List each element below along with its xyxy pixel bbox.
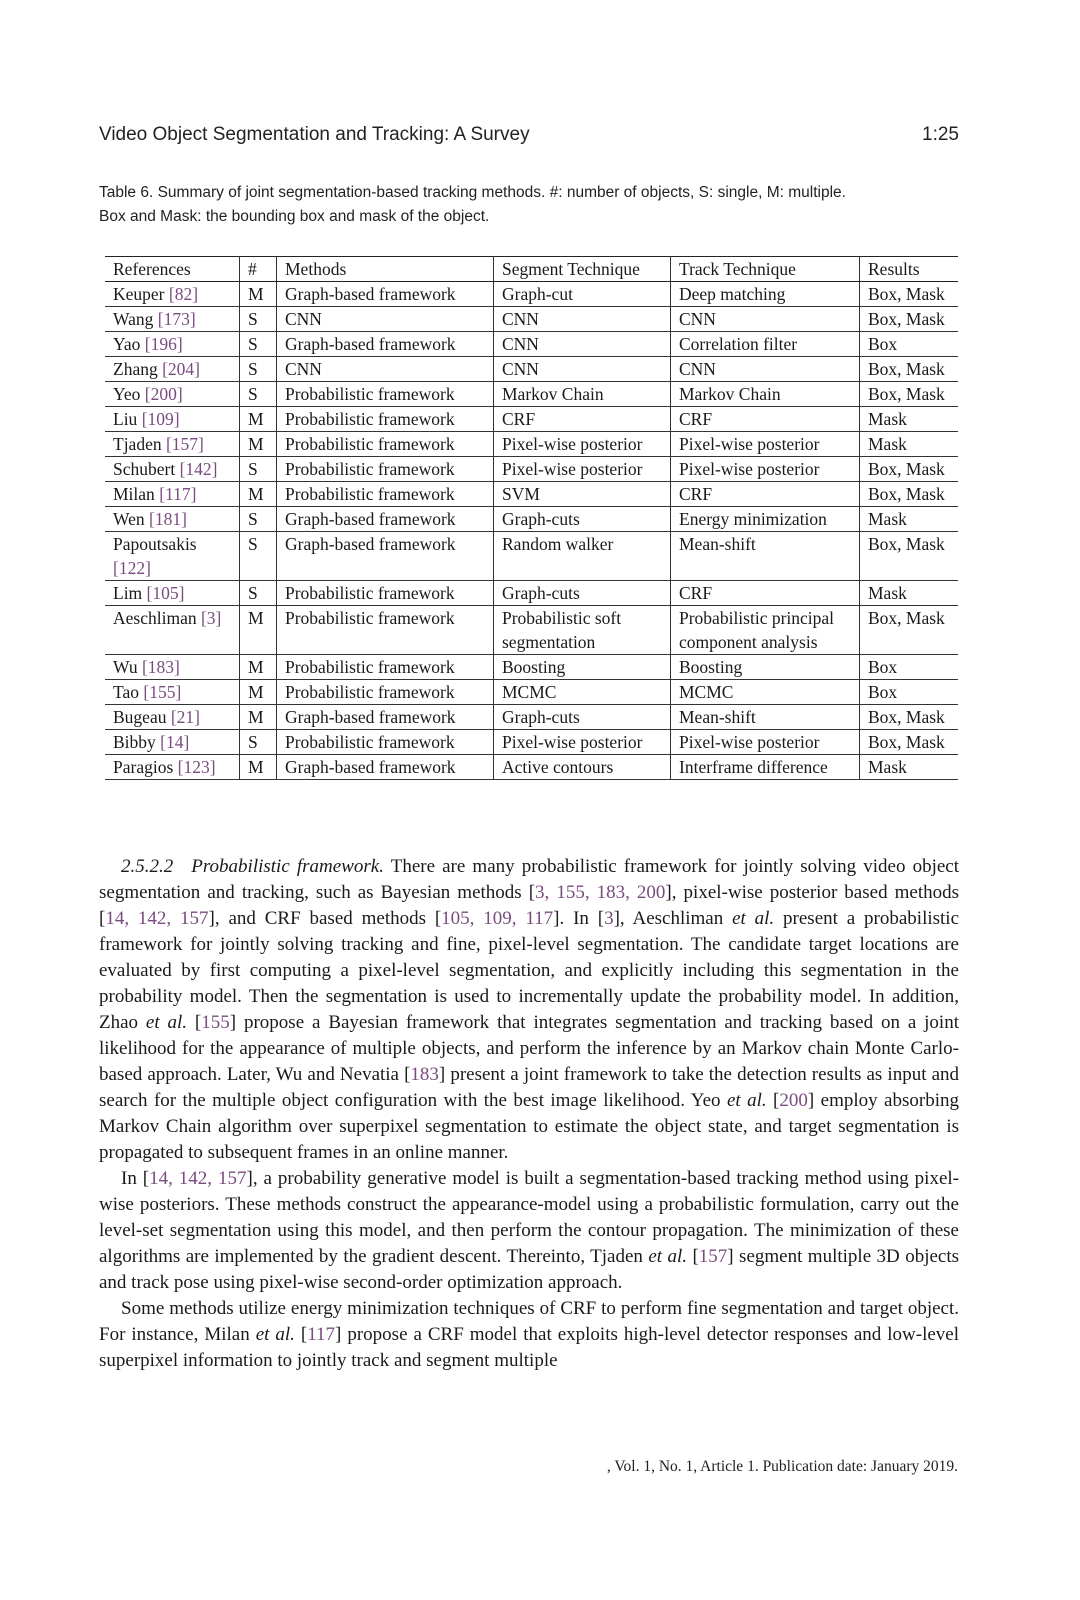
cell-reference — [105, 532, 240, 581]
table-row — [105, 307, 958, 332]
text: ] propose a CRF model that exploits high-level detector responses and low-level superpixel information to jointly track and segment multiple — [99, 1324, 960, 1371]
cell-results: Box — [860, 655, 959, 680]
cell-method: CNN — [277, 307, 494, 332]
table-row — [105, 382, 958, 407]
cell-reference — [105, 357, 240, 382]
cell-method: Graph-based framework — [277, 755, 494, 780]
table-header-row — [105, 257, 958, 282]
citation-link[interactable]: 155 — [201, 1012, 230, 1033]
page-number: 1:25 — [922, 124, 959, 145]
table-row — [105, 357, 958, 382]
cell-method: CNN — [277, 357, 494, 382]
citation-link[interactable]: 183 — [410, 1064, 439, 1085]
author-name: Keuper — [113, 284, 165, 304]
cell-results: Mask — [860, 432, 959, 457]
cell-reference — [105, 382, 240, 407]
author-name: Tao — [113, 682, 139, 702]
cell-track-technique: MCMC — [671, 680, 860, 705]
citation-link[interactable]: [21] — [170, 707, 200, 727]
cell-track-technique: CRF — [671, 482, 860, 507]
author-name: Bugeau — [113, 707, 167, 727]
table-row — [105, 755, 958, 780]
table-row — [105, 606, 958, 655]
citation-link[interactable]: [196] — [144, 334, 183, 354]
cell-track-technique: CRF — [671, 407, 860, 432]
cell-results: Mask — [860, 755, 959, 780]
cell-reference — [105, 507, 240, 532]
citation-link[interactable]: [173] — [157, 309, 196, 329]
cell-track-technique: Deep matching — [671, 282, 860, 307]
cell-num-objects: S — [240, 332, 277, 357]
citation-link[interactable]: [14] — [160, 732, 190, 752]
cell-track-technique: CNN — [671, 357, 860, 382]
citation-link[interactable]: [82] — [168, 284, 199, 304]
cell-method: Probabilistic framework — [277, 680, 494, 705]
author-name: Yao — [113, 334, 141, 354]
cell-reference — [105, 432, 240, 457]
text: ] propose a Bayesian framework that integrates segmentation and tracking based on a joint likelihood for the appearance of multiple objects, and perform the inference by an Markov chain Monte Carlo-based approach. Later, Wu and Nevatia [ — [99, 1012, 959, 1085]
cell-method: Graph-based framework — [277, 332, 494, 357]
citation-link[interactable]: [157] — [165, 434, 204, 454]
cell-num-objects: S — [240, 532, 277, 581]
col-header-results: Results — [860, 257, 959, 282]
text: Some methods utilize energy minimization techniques of CRF to perform fine segmentation and target object. For instance, Milan — [99, 1298, 959, 1345]
cell-num-objects: S — [240, 581, 277, 606]
author-name: Aeschliman — [113, 608, 197, 628]
col-header-track: Track Technique — [671, 257, 860, 282]
text: ] present a joint framework to take the detection results as input and search for the multiple object configuration with the best image likelihood. Yeo — [99, 1064, 960, 1111]
text: [ — [687, 1246, 699, 1267]
text: [ — [187, 1012, 202, 1033]
cell-num-objects: S — [240, 357, 277, 382]
cell-track-technique: Boosting — [671, 655, 860, 680]
cell-reference — [105, 755, 240, 780]
et-al: et al. — [726, 1090, 767, 1111]
table-row — [105, 705, 958, 730]
section-title: Probabilistic framework. — [191, 856, 384, 877]
cell-results: Box, Mask — [860, 282, 959, 307]
paragraph-3 — [99, 1296, 959, 1374]
cell-results: Mask — [860, 407, 959, 432]
cell-reference — [105, 407, 240, 432]
cell-results: Box, Mask — [860, 532, 959, 581]
et-al: et al. — [648, 1246, 688, 1267]
cell-method: Probabilistic framework — [277, 432, 494, 457]
citation-link[interactable]: 117 — [307, 1324, 336, 1345]
citation-link[interactable]: [183] — [141, 657, 180, 677]
col-header-methods: Methods — [277, 257, 494, 282]
cell-method: Graph-based framework — [277, 507, 494, 532]
col-header-num: # — [240, 257, 277, 282]
cell-num-objects: M — [240, 282, 277, 307]
author-name: Lim — [113, 583, 143, 603]
cell-segment-technique: Probabilistic soft segmentation — [494, 606, 671, 655]
cell-method: Probabilistic framework — [277, 407, 494, 432]
cell-num-objects: S — [240, 382, 277, 407]
table-row — [105, 482, 958, 507]
cell-segment-technique: Boosting — [494, 655, 671, 680]
cell-segment-technique: CNN — [494, 332, 671, 357]
citation-link[interactable]: 157 — [698, 1246, 728, 1267]
paragraph-1 — [99, 854, 959, 1166]
table-row — [105, 507, 958, 532]
cell-track-technique: Pixel-wise posterior — [671, 432, 860, 457]
cell-segment-technique: Markov Chain — [494, 382, 671, 407]
cell-track-technique: Mean-shift — [671, 532, 860, 581]
text: ], Aeschliman — [613, 908, 733, 929]
cell-track-technique: Pixel-wise posterior — [671, 457, 860, 482]
citation-link[interactable]: [123] — [177, 757, 216, 777]
cell-results: Box, Mask — [860, 357, 959, 382]
cell-results: Mask — [860, 581, 959, 606]
cell-num-objects: M — [240, 655, 277, 680]
table-caption — [99, 181, 961, 229]
table-row — [105, 457, 958, 482]
cell-track-technique: Pixel-wise posterior — [671, 730, 860, 755]
cell-segment-technique: Graph-cuts — [494, 581, 671, 606]
text: There are many probabilistic framework for jointly solving video object segmentation and tracking, such as Bayesian methods [ — [99, 856, 960, 903]
table-row — [105, 532, 958, 581]
citation-link[interactable]: [181] — [149, 509, 187, 529]
text: present a probabilistic framework for jointly solving tracking and fine, pixel-level segmentation. The candidate target locations are evaluated by first computing a pixel-level segmentation, and explicitly including this segmentation in the probability model. Then the segmentation is used to incrementally update the probability model. In addition, Zhao — [99, 908, 960, 1033]
cell-results: Box, Mask — [860, 457, 959, 482]
running-header — [99, 124, 959, 146]
cell-track-technique: Correlation filter — [671, 332, 860, 357]
text: [ — [294, 1324, 308, 1345]
cell-method: Graph-based framework — [277, 282, 494, 307]
cell-track-technique: Mean-shift — [671, 705, 860, 730]
citation-link[interactable]: 14, 142, 157 — [149, 1168, 247, 1189]
paragraph-2 — [99, 1166, 959, 1296]
cell-method: Graph-based framework — [277, 705, 494, 730]
cell-results: Box, Mask — [860, 307, 959, 332]
cell-results: Box, Mask — [860, 730, 959, 755]
cell-reference — [105, 457, 240, 482]
cell-num-objects: M — [240, 432, 277, 457]
cell-num-objects: M — [240, 680, 277, 705]
table-row — [105, 432, 958, 457]
table-row — [105, 407, 958, 432]
body-text — [99, 854, 959, 1374]
cell-results: Box, Mask — [860, 606, 959, 655]
cell-num-objects: M — [240, 705, 277, 730]
author-name: Zhang — [113, 359, 158, 379]
table-row — [105, 282, 958, 307]
cell-segment-technique: Pixel-wise posterior — [494, 457, 671, 482]
cell-segment-technique: SVM — [494, 482, 671, 507]
author-name: Milan — [113, 484, 155, 504]
cell-method: Probabilistic framework — [277, 730, 494, 755]
citation-link[interactable]: 105, 109, 117 — [441, 908, 554, 929]
table-row — [105, 730, 958, 755]
cell-segment-technique: CNN — [494, 357, 671, 382]
cell-num-objects: S — [240, 457, 277, 482]
cell-method: Probabilistic framework — [277, 457, 494, 482]
table-row — [105, 581, 958, 606]
cell-reference — [105, 680, 240, 705]
col-header-segment: Segment Technique — [494, 257, 671, 282]
cell-num-objects: M — [240, 482, 277, 507]
cell-reference — [105, 581, 240, 606]
author-name: Tjaden — [113, 434, 162, 454]
cell-segment-technique: Graph-cut — [494, 282, 671, 307]
cell-track-technique: Energy minimization — [671, 507, 860, 532]
cell-method: Probabilistic framework — [277, 581, 494, 606]
author-name: Wu — [113, 657, 138, 677]
citation-link[interactable]: 200 — [779, 1090, 808, 1111]
cell-track-technique: CRF — [671, 581, 860, 606]
author-name: Paragios — [113, 757, 174, 777]
author-name: Papoutsakis — [113, 534, 197, 554]
citation-link[interactable]: 3 — [604, 908, 614, 929]
cell-segment-technique: Graph-cuts — [494, 705, 671, 730]
citation-link[interactable]: [200] — [144, 384, 183, 404]
cell-reference — [105, 730, 240, 755]
cell-results: Box — [860, 332, 959, 357]
citation-link[interactable]: [155] — [143, 682, 182, 702]
author-name: Yeo — [113, 384, 141, 404]
citation-link[interactable]: [117] — [159, 484, 197, 504]
cell-reference — [105, 705, 240, 730]
text: ], a probability generative model is built a segmentation-based tracking method using pixel-wise posteriors. These methods construct the appearance-model using a probabilistic formulation, carry out the level-set segmentation using this model, and then perform the contour propagation. The minimization of these algorithms are implemented by the gradient descent. Thereinto, Tjaden — [99, 1168, 959, 1267]
citation-link[interactable]: [142] — [179, 459, 218, 479]
text: ]. In [ — [553, 908, 605, 929]
cell-results: Mask — [860, 507, 959, 532]
author-name: Bibby — [113, 732, 156, 752]
cell-method: Probabilistic framework — [277, 655, 494, 680]
summary-table — [105, 256, 958, 780]
table-row — [105, 332, 958, 357]
text: ] employ absorbing Markov Chain algorithm over superpixel segmentation to estimate the object state, and target segmentation is propagated to subsequent frames in an online manner. — [99, 1090, 959, 1163]
publication-footer: , Vol. 1, No. 1, Article 1. Publication date: January 2019. — [606, 1458, 958, 1475]
cell-segment-technique: Graph-cuts — [494, 507, 671, 532]
text: In [ — [121, 1168, 150, 1189]
caption-line-2: Box and Mask: the bounding box and mask of the object. — [99, 208, 490, 225]
citation-link[interactable]: [3] — [200, 608, 222, 628]
et-al: et al. — [145, 1012, 188, 1033]
cell-method: Probabilistic framework — [277, 482, 494, 507]
cell-segment-technique: Random walker — [494, 532, 671, 581]
table-row — [105, 680, 958, 705]
cell-segment-technique: CNN — [494, 307, 671, 332]
table-row — [105, 655, 958, 680]
cell-segment-technique: Pixel-wise posterior — [494, 730, 671, 755]
cell-results: Box — [860, 680, 959, 705]
caption-line-1: Table 6. Summary of joint segmentation-based tracking methods. #: number of objects, S: single, M: multiple. — [99, 184, 846, 201]
cell-segment-technique: CRF — [494, 407, 671, 432]
author-name: Wang — [113, 309, 154, 329]
cell-reference — [105, 606, 240, 655]
cell-segment-technique: Pixel-wise posterior — [494, 432, 671, 457]
citation-link[interactable]: [105] — [146, 583, 185, 603]
cell-num-objects: S — [240, 730, 277, 755]
citation-link[interactable]: 3, 155, 183, 200 — [535, 882, 666, 903]
cell-segment-technique: MCMC — [494, 680, 671, 705]
et-al: et al. — [732, 908, 775, 929]
cell-track-technique: Markov Chain — [671, 382, 860, 407]
cell-track-technique: CNN — [671, 307, 860, 332]
section-number: 2.5.2.2 — [121, 856, 174, 877]
col-header-references: References — [105, 257, 240, 282]
cell-num-objects: M — [240, 407, 277, 432]
cell-method: Graph-based framework — [277, 532, 494, 581]
cell-reference — [105, 282, 240, 307]
cell-num-objects: M — [240, 755, 277, 780]
cell-method: Probabilistic framework — [277, 382, 494, 407]
text: ], and CRF based methods [ — [208, 908, 442, 929]
cell-method: Probabilistic framework — [277, 606, 494, 655]
citation-link[interactable]: [109] — [141, 409, 180, 429]
cell-track-technique: Probabilistic principal component analysis — [671, 606, 860, 655]
cell-track-technique: Interframe difference — [671, 755, 860, 780]
cell-segment-technique: Active contours — [494, 755, 671, 780]
cell-num-objects: S — [240, 307, 277, 332]
cell-num-objects: S — [240, 507, 277, 532]
cell-reference — [105, 482, 240, 507]
author-name: Wen — [113, 509, 145, 529]
text: [ — [766, 1090, 780, 1111]
text: ] segment multiple 3D objects and track pose using pixel-wise second-order optimization approach. — [99, 1246, 960, 1293]
text: ], pixel-wise posterior based methods [ — [99, 882, 959, 929]
cell-reference — [105, 307, 240, 332]
citation-link[interactable]: 14, 142, 157 — [105, 908, 209, 929]
author-name: Liu — [113, 409, 138, 429]
cell-results: Box, Mask — [860, 482, 959, 507]
citation-link[interactable]: [204] — [162, 359, 200, 379]
author-name: Schubert — [113, 459, 176, 479]
cell-reference — [105, 332, 240, 357]
paper-title: Video Object Segmentation and Tracking: A Survey — [99, 124, 530, 145]
cell-num-objects: M — [240, 606, 277, 655]
et-al: et al. — [255, 1324, 295, 1345]
citation-link[interactable]: [122] — [113, 558, 151, 578]
cell-results: Box, Mask — [860, 382, 959, 407]
cell-reference — [105, 655, 240, 680]
cell-results: Box, Mask — [860, 705, 959, 730]
